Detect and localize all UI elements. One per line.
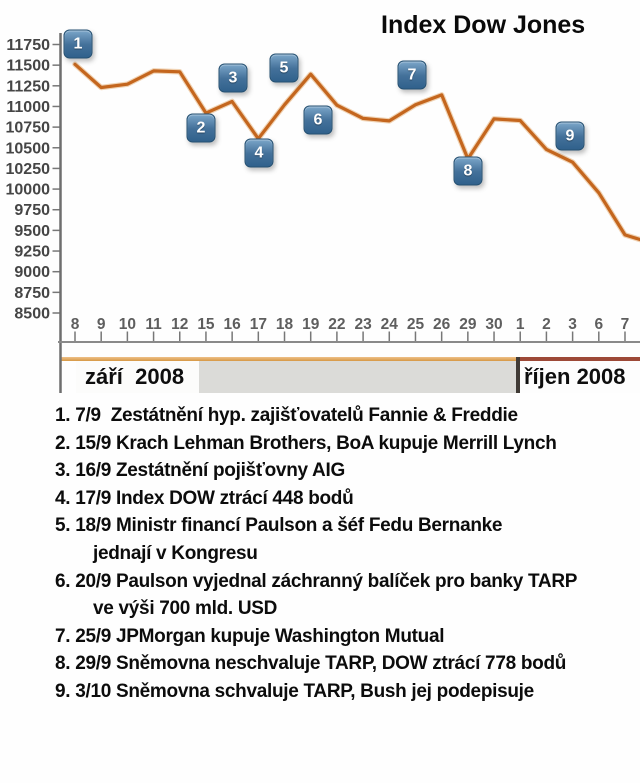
x-tick-label: 3 xyxy=(568,316,577,333)
event-legend xyxy=(55,402,640,706)
x-tick-label: 7 xyxy=(620,316,630,333)
event-marker-number: 4 xyxy=(254,144,264,161)
event-marker-4 xyxy=(245,139,274,168)
x-axis xyxy=(71,316,630,341)
event-item: 3. 16/9 Zestátnění pojišťovny AIG xyxy=(55,460,345,482)
y-axis xyxy=(6,37,60,323)
x-tick-label: 17 xyxy=(249,316,267,333)
event-item: 7. 25/9 JPMorgan kupuje Washington Mutual xyxy=(55,625,445,647)
y-tick-label: 10500 xyxy=(5,140,50,158)
x-tick-label: 25 xyxy=(406,316,425,333)
x-tick-label: 18 xyxy=(275,316,294,333)
x-tick-label: 2 xyxy=(542,316,551,333)
september-label: září 2008 xyxy=(76,361,199,393)
event-item-continuation: ve výši 700 mld. USD xyxy=(93,598,278,620)
event-marker-number: 3 xyxy=(228,69,238,86)
y-tick-label: 9250 xyxy=(14,243,50,261)
y-tick-label: 8750 xyxy=(14,284,50,302)
chart-title: Index Dow Jones xyxy=(381,11,586,39)
x-tick-label: 12 xyxy=(171,316,189,333)
x-tick-label: 23 xyxy=(354,316,372,333)
event-item: 4. 17/9 Index DOW ztrácí 448 bodů xyxy=(55,487,354,509)
event-item: 1. 7/9 Zestátnění hyp. zajišťovatelů Fannie & Freddie xyxy=(55,405,518,426)
event-marker-7 xyxy=(398,61,427,90)
event-marker-number: 8 xyxy=(463,162,473,179)
x-tick-label: 16 xyxy=(223,316,241,333)
x-tick-label: 29 xyxy=(459,316,477,333)
event-item: 5. 18/9 Ministr financí Paulson a šéf Fedu Bernanke xyxy=(55,515,503,537)
event-item: 9. 3/10 Sněmovna schvaluje TARP, Bush jej podepisuje xyxy=(55,680,534,702)
event-marker-3 xyxy=(219,64,248,93)
event-marker-number: 7 xyxy=(407,66,417,83)
x-tick-label: 19 xyxy=(302,316,320,333)
x-tick-label: 11 xyxy=(145,316,162,333)
event-marker-number: 2 xyxy=(196,119,206,136)
x-tick-label: 24 xyxy=(380,316,398,333)
y-tick-label: 9500 xyxy=(14,222,50,240)
event-marker-number: 5 xyxy=(279,59,289,76)
x-tick-label: 8 xyxy=(70,316,80,333)
y-tick-label: 10250 xyxy=(5,160,50,178)
y-tick-label: 11500 xyxy=(6,57,50,75)
y-tick-label: 10750 xyxy=(5,119,50,137)
event-marker-9 xyxy=(556,122,585,151)
event-marker-5 xyxy=(270,54,299,83)
x-tick-label: 15 xyxy=(197,316,215,333)
x-tick-label: 30 xyxy=(485,316,503,333)
event-item: 8. 29/9 Sněmovna neschvaluje TARP, DOW ztrácí 778 bodů xyxy=(55,653,567,675)
x-tick-label: 10 xyxy=(118,316,137,333)
event-marker-number: 9 xyxy=(565,127,575,144)
x-tick-label: 9 xyxy=(96,316,106,333)
event-item-continuation: jednají v Kongresu xyxy=(93,542,258,564)
x-tick-label: 6 xyxy=(594,316,604,333)
event-item: 2. 15/9 Krach Lehman Brothers, BoA kupuje Merrill Lynch xyxy=(55,432,557,454)
dow-line-halo xyxy=(75,64,640,239)
event-marker-2 xyxy=(187,114,216,143)
event-item: 6. 20/9 Paulson vyjednal záchranný balíček pro banky TARP xyxy=(55,570,578,592)
event-marker-1 xyxy=(64,30,93,59)
event-marker-8 xyxy=(454,157,483,186)
event-marker-number: 1 xyxy=(73,35,83,52)
x-tick-label: 1 xyxy=(515,316,525,333)
event-marker-6 xyxy=(304,106,333,135)
y-tick-label: 9000 xyxy=(14,264,50,282)
y-tick-label: 8500 xyxy=(14,305,50,323)
y-tick-label: 9750 xyxy=(14,202,50,220)
october-label: říjen 2008 xyxy=(520,361,640,393)
y-tick-label: 11000 xyxy=(6,98,50,116)
y-tick-label: 10000 xyxy=(5,181,50,199)
y-tick-label: 11250 xyxy=(6,78,50,96)
x-tick-label: 22 xyxy=(328,316,346,333)
x-tick-label: 26 xyxy=(433,316,451,333)
y-tick-label: 11750 xyxy=(6,37,50,54)
event-marker-number: 6 xyxy=(313,111,323,128)
